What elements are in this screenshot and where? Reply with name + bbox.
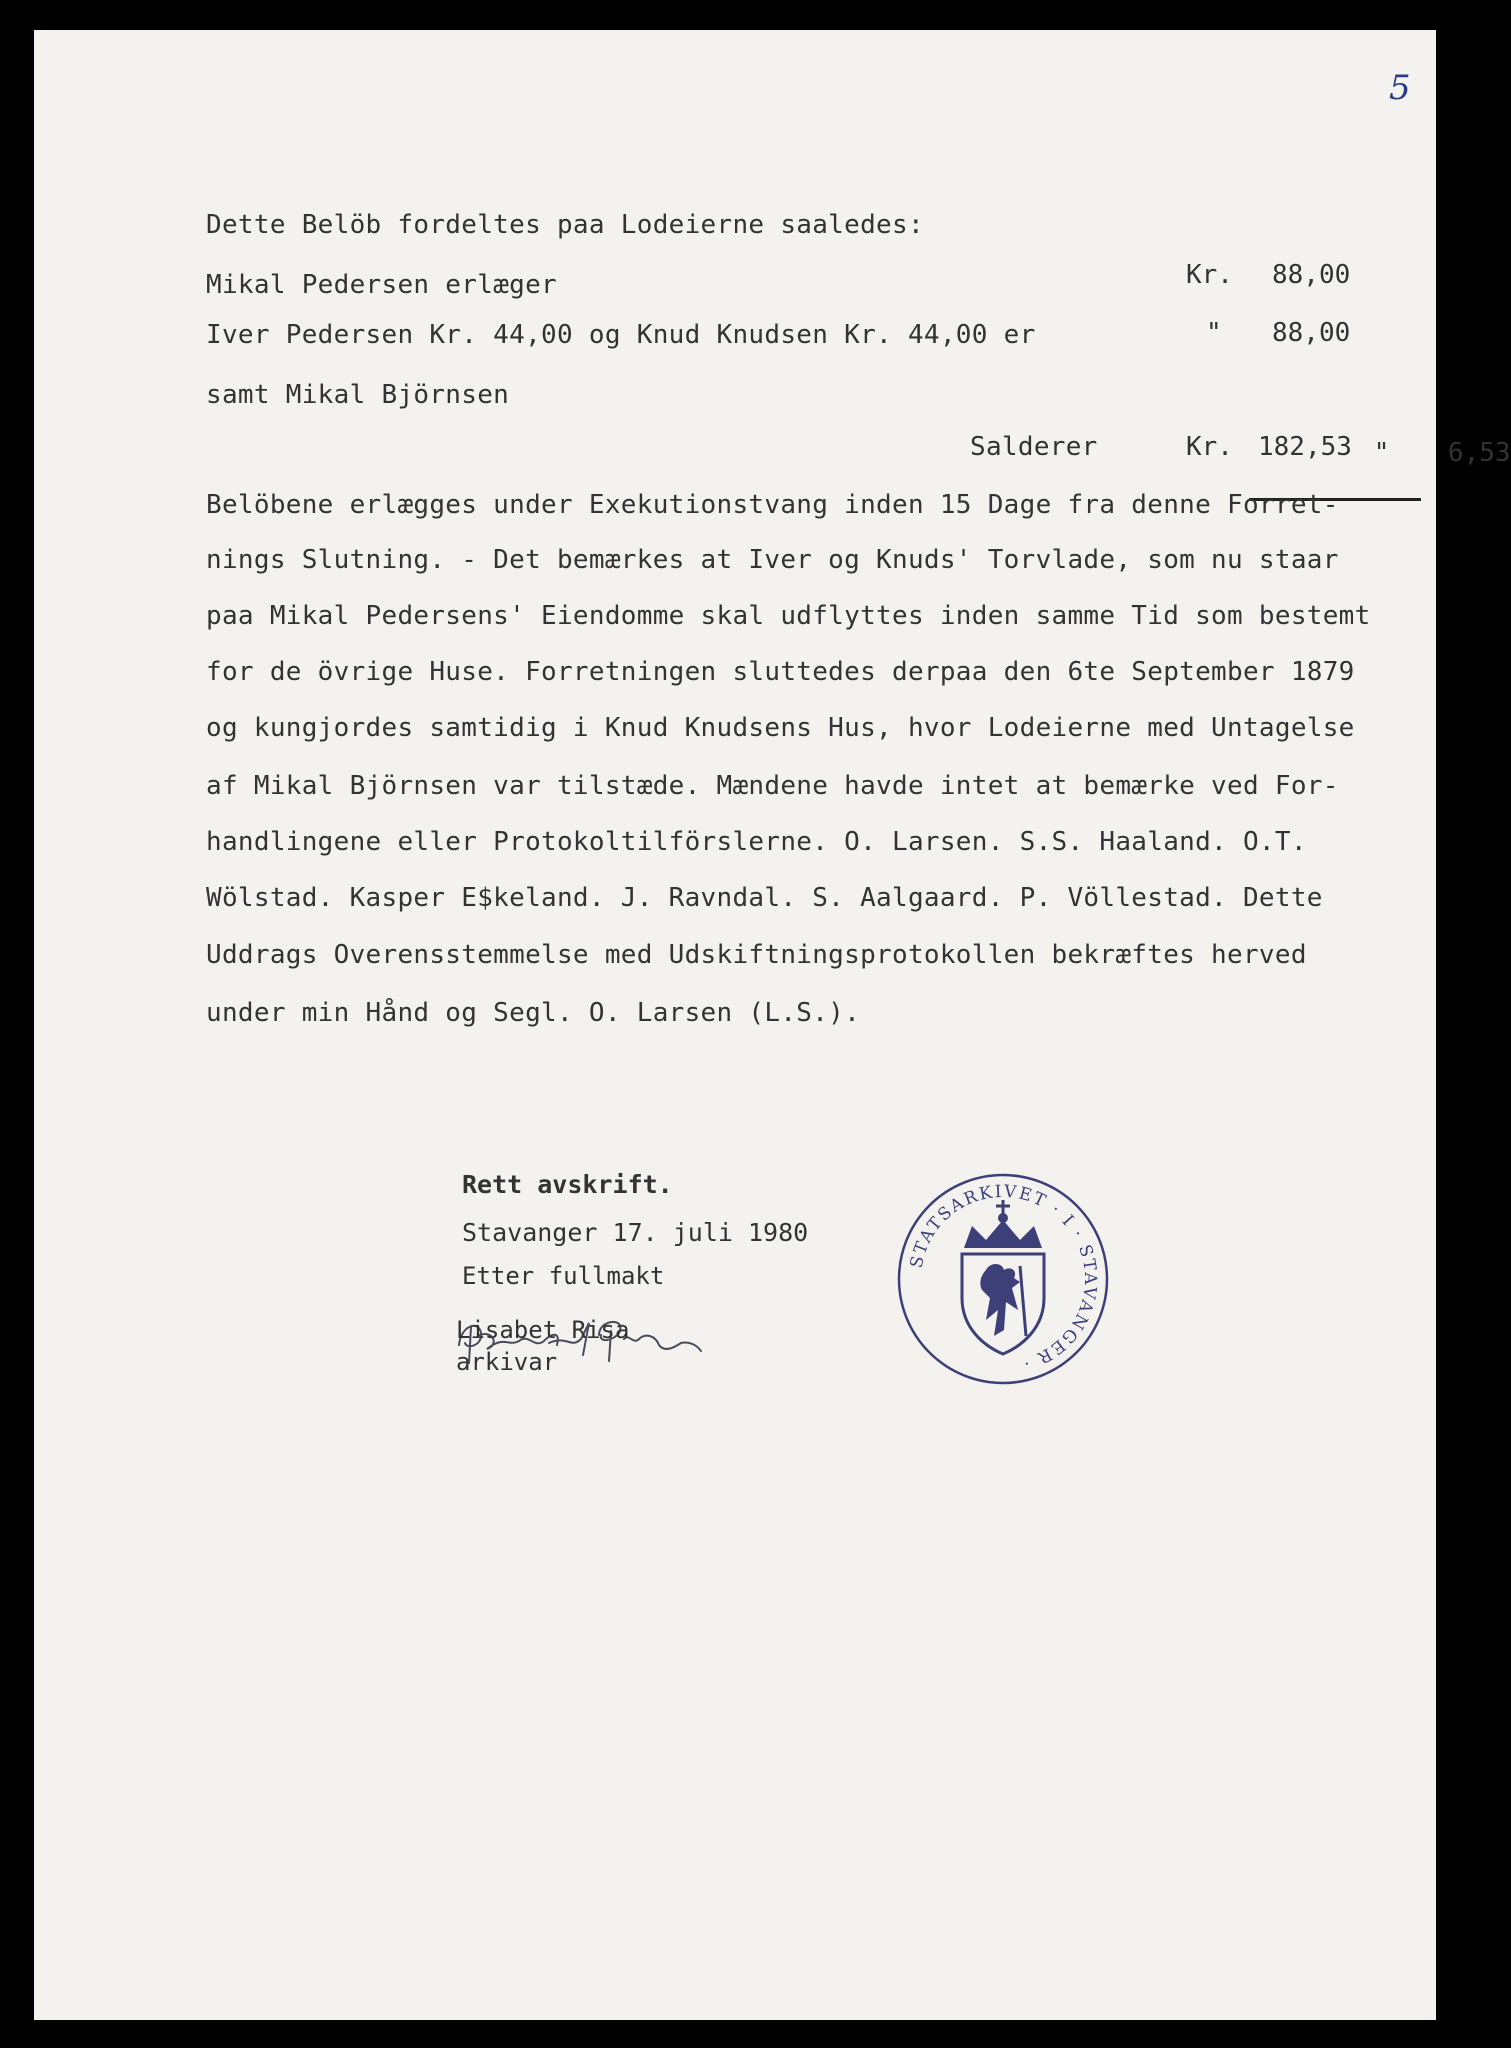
- paragraph-line-5: og kungjordes samtidig i Knud Knudsens Hus, hvor Lodeierne med Untagelse: [206, 713, 1355, 743]
- document-page: [34, 30, 1511, 2020]
- authority-line: Etter fullmakt: [462, 1262, 665, 1290]
- place-date: Stavanger 17. juli 1980: [462, 1218, 809, 1247]
- svg-text:STATSARKIVET · I · STAVANGER ·: STATSARKIVET · I · STAVANGER ·: [906, 1181, 1101, 1374]
- paragraph-line-1: Belöbene erlægges under Exekutionstvang inden 15 Dage fra denne Forret-: [206, 490, 1339, 520]
- amount-value-3: 6,53: [1447, 438, 1511, 468]
- amount-prefix-total: Kr.: [1186, 432, 1233, 462]
- paragraph-line-9: Uddrags Overensstemmelse med Udskiftningsprotokollen bekræftes herved: [206, 940, 1307, 970]
- paragraph-line-6: af Mikal Björnsen var tilstæde. Mændene havde intet at bemærke ved For-: [206, 771, 1339, 801]
- amount-prefix-1: Kr.: [1186, 260, 1233, 290]
- signer-title: arkivar: [456, 1348, 558, 1376]
- amount-value-2: 88,00: [1272, 318, 1351, 348]
- amount-value-total: 182,53: [1258, 432, 1352, 462]
- page-number: 5: [1389, 68, 1411, 108]
- line-mikal-pedersen: Mikal Pedersen erlæger: [206, 270, 557, 300]
- paragraph-line-3: paa Mikal Pedersens' Eiendomme skal udflyttes inden samme Tid som bestemt: [206, 601, 1371, 631]
- amount-value-1: 88,00: [1272, 260, 1351, 290]
- line-salderer: Salderer: [970, 432, 1098, 462]
- paragraph-line-4: for de övrige Huse. Forretningen sluttedes derpaa den 6te September 1879: [206, 657, 1355, 687]
- archive-seal: [894, 1170, 1112, 1388]
- line-iver-knud: Iver Pedersen Kr. 44,00 og Knud Knudsen Kr. 44,00 er: [206, 320, 1036, 350]
- amount-prefix-3: ": [1373, 438, 1390, 468]
- paragraph-line-10: under min Hånd og Segl. O. Larsen (L.S.).: [206, 998, 861, 1028]
- paragraph-line-8: Wölstad. Kasper E$keland. J. Ravndal. S. Aalgaard. P. Völlestad. Dette: [206, 883, 1323, 913]
- signer-name: Lisabet Risa: [456, 1316, 630, 1344]
- intro-line: Dette Belöb fordeltes paa Lodeierne saaledes:: [206, 210, 924, 240]
- line-mikal-bjornsen: samt Mikal Björnsen: [206, 380, 510, 410]
- paragraph-line-2: nings Slutning. - Det bemærkes at Iver og Knuds' Torvlade, som nu staar: [206, 545, 1339, 575]
- amount-prefix-2: ": [1206, 318, 1222, 348]
- certified-copy-label: Rett avskrift.: [462, 1170, 673, 1199]
- paragraph-line-7: handlingene eller Protokoltilförslerne. O. Larsen. S.S. Haaland. O.T.: [206, 827, 1307, 857]
